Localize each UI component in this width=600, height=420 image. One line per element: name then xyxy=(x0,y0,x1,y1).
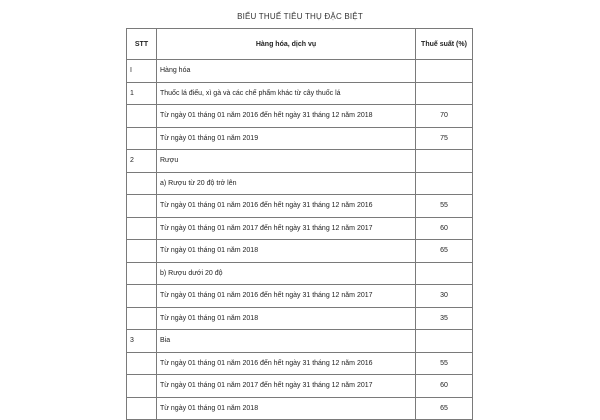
cell-goods: Từ ngày 01 tháng 01 năm 2018 xyxy=(157,397,416,420)
table-row xyxy=(127,150,473,173)
cell-stt: 3 xyxy=(127,330,157,353)
cell-goods: Bia xyxy=(157,330,416,353)
cell-stt: 2 xyxy=(127,150,157,173)
cell-goods: Từ ngày 01 tháng 01 năm 2016 đến hết ngày 31 tháng 12 năm 2016 xyxy=(157,352,416,375)
cell-rate: 60 xyxy=(416,217,473,240)
table-row xyxy=(127,217,473,240)
cell-rate: 60 xyxy=(416,375,473,398)
table-body xyxy=(127,60,473,420)
cell-rate: 55 xyxy=(416,195,473,218)
table-header xyxy=(127,29,473,60)
cell-goods: Thuốc lá điếu, xì gà và các chế phẩm khác từ cây thuốc lá xyxy=(157,82,416,105)
table-row xyxy=(127,262,473,285)
cell-goods: Từ ngày 01 tháng 01 năm 2018 xyxy=(157,307,416,330)
table-row xyxy=(127,127,473,150)
table-row xyxy=(127,195,473,218)
tax-table xyxy=(126,28,473,420)
cell-rate xyxy=(416,172,473,195)
cell-stt xyxy=(127,285,157,308)
cell-goods: Từ ngày 01 tháng 01 năm 2017 đến hết ngày 31 tháng 12 năm 2017 xyxy=(157,217,416,240)
cell-goods: Từ ngày 01 tháng 01 năm 2019 xyxy=(157,127,416,150)
cell-goods: a) Rượu từ 20 độ trở lên xyxy=(157,172,416,195)
cell-rate: 65 xyxy=(416,397,473,420)
cell-goods: Từ ngày 01 tháng 01 năm 2016 đến hết ngày 31 tháng 12 năm 2017 xyxy=(157,285,416,308)
cell-rate xyxy=(416,330,473,353)
cell-stt: 1 xyxy=(127,82,157,105)
header-rate: Thuế suất (%) xyxy=(416,29,473,60)
header-goods: Hàng hóa, dịch vụ xyxy=(157,29,416,60)
table-row xyxy=(127,375,473,398)
cell-goods: Từ ngày 01 tháng 01 năm 2016 đến hết ngày 31 tháng 12 năm 2016 xyxy=(157,195,416,218)
header-stt: STT xyxy=(127,29,157,60)
cell-stt xyxy=(127,375,157,398)
header-row xyxy=(127,29,473,60)
cell-rate: 55 xyxy=(416,352,473,375)
cell-rate xyxy=(416,60,473,83)
cell-stt xyxy=(127,240,157,263)
cell-rate xyxy=(416,150,473,173)
cell-rate xyxy=(416,82,473,105)
table-row xyxy=(127,105,473,128)
cell-rate: 65 xyxy=(416,240,473,263)
cell-rate xyxy=(416,262,473,285)
table-row xyxy=(127,307,473,330)
cell-goods: Từ ngày 01 tháng 01 năm 2017 đến hết ngày 31 tháng 12 năm 2017 xyxy=(157,375,416,398)
table-row xyxy=(127,240,473,263)
table-row xyxy=(127,330,473,353)
cell-stt xyxy=(127,127,157,150)
cell-rate: 75 xyxy=(416,127,473,150)
cell-goods: Từ ngày 01 tháng 01 năm 2016 đến hết ngày 31 tháng 12 năm 2018 xyxy=(157,105,416,128)
cell-goods: Từ ngày 01 tháng 01 năm 2018 xyxy=(157,240,416,263)
table-row xyxy=(127,397,473,420)
document-title: BIỂU THUẾ TIÊU THỤ ĐẶC BIỆT xyxy=(237,12,363,21)
cell-rate: 35 xyxy=(416,307,473,330)
table-row xyxy=(127,172,473,195)
cell-stt: I xyxy=(127,60,157,83)
cell-stt xyxy=(127,307,157,330)
cell-stt xyxy=(127,195,157,218)
table-row xyxy=(127,352,473,375)
cell-rate: 30 xyxy=(416,285,473,308)
table-row xyxy=(127,60,473,83)
cell-goods: b) Rượu dưới 20 độ xyxy=(157,262,416,285)
cell-stt xyxy=(127,217,157,240)
cell-stt xyxy=(127,262,157,285)
cell-goods: Hàng hóa xyxy=(157,60,416,83)
cell-rate: 70 xyxy=(416,105,473,128)
cell-stt xyxy=(127,352,157,375)
cell-stt xyxy=(127,105,157,128)
cell-stt xyxy=(127,172,157,195)
cell-stt xyxy=(127,397,157,420)
cell-goods: Rượu xyxy=(157,150,416,173)
table-row xyxy=(127,285,473,308)
table-row xyxy=(127,82,473,105)
